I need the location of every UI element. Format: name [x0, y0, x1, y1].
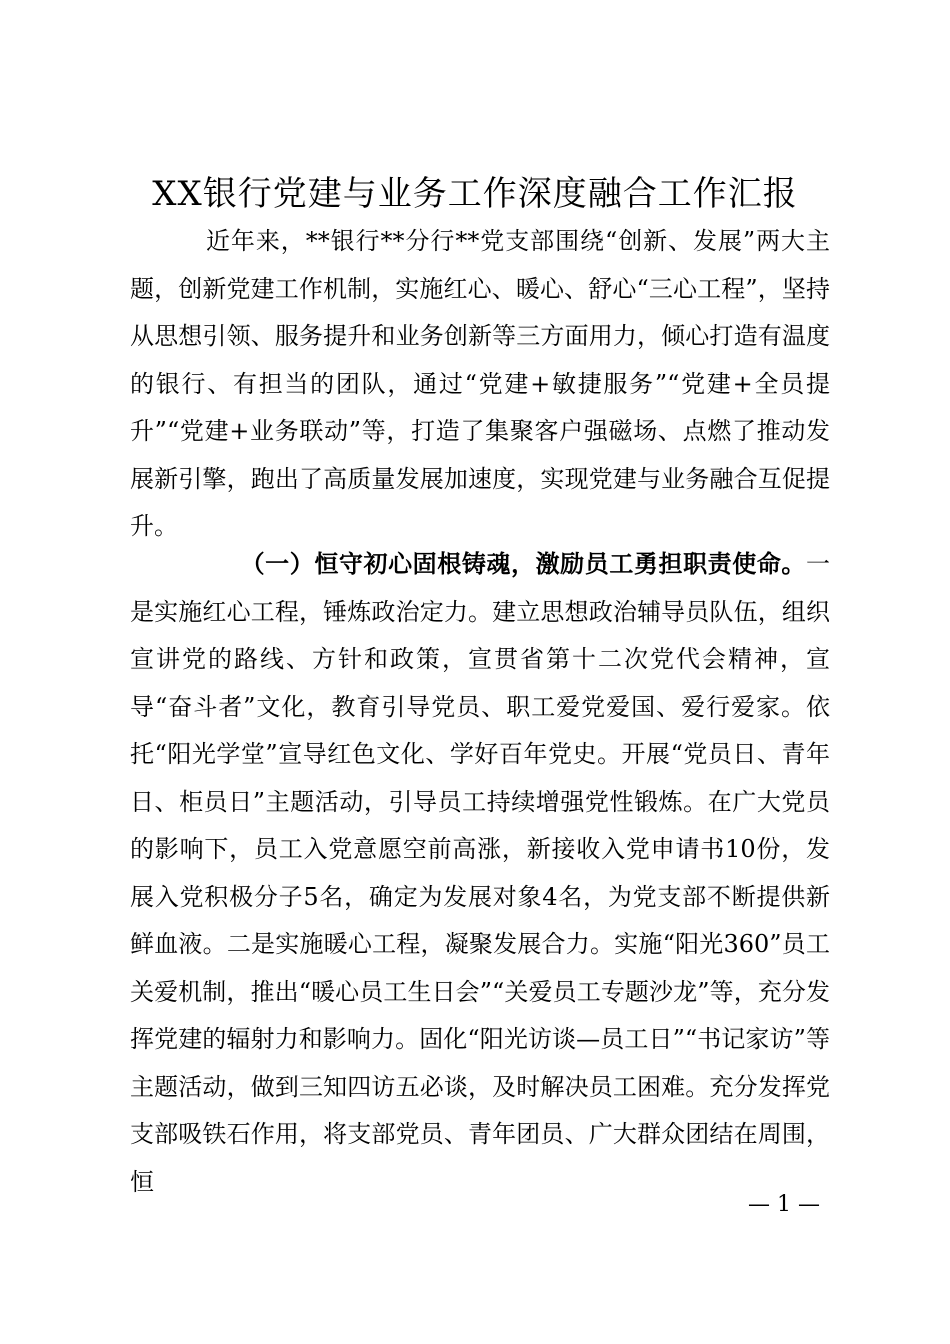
section-heading: （一）恒守初心固根铸魂，激励员工勇担职责使命。 — [240, 549, 806, 578]
section-block — [130, 540, 830, 1206]
intro-paragraph-block — [130, 218, 830, 551]
intro-paragraph: 近年来，**银行**分行**党支部围绕“创新、发展”两大主题，创新党建工作机制，实施红心、暖心、舒心“三心工程”，坚持从思想引领、服务提升和业务创新等三方面用力，倾心打造有温度的银行、有担当的团队，通过“党建+敏捷服务”“党建+全员提升”“党建+业务联动”等，打造了集聚客户强磁场、点燃了推动发展新引擎，跑出了高质量发展加速度，实现党建与业务融合互促提升。 — [130, 227, 830, 540]
section-paragraph: 一是实施红心工程，锤炼政治定力。建立思想政治辅导员队伍，组织宣讲党的路线、方针和政策，宣贯省第十二次党代会精神，宣导“奋斗者”文化，教育引导党员、职工爱党爱国、爱行爱家。依托“阳光学堂”宣导红色文化、学好百年党史。开展“党员日、青年日、柜员日”主题活动，引导员工持续增强党性锻炼。在广大党员的影响下，员工入党意愿空前高涨，新接收入党申请书10份，发展入党积极分子5名，确定为发展对象4名，为党支部不断提供新鲜血液。二是实施暖心工程，凝聚发展合力。实施“阳光360”员工关爱机制，推出“暖心员工生日会”“关爱员工专题沙龙”等，充分发挥党建的辐射力和影响力。固化“阳光访谈—员工日”“书记家访”等主题活动，做到三知四访五必谈，及时解决员工困难。充分发挥党支部吸铁石作用，将支部党员、青年团员、广大群众团结在周围，恒 — [130, 550, 830, 1196]
page-number: — 1 — — [748, 1192, 820, 1217]
document-title: XX银行党建与业务工作深度融合工作汇报 — [152, 174, 798, 214]
